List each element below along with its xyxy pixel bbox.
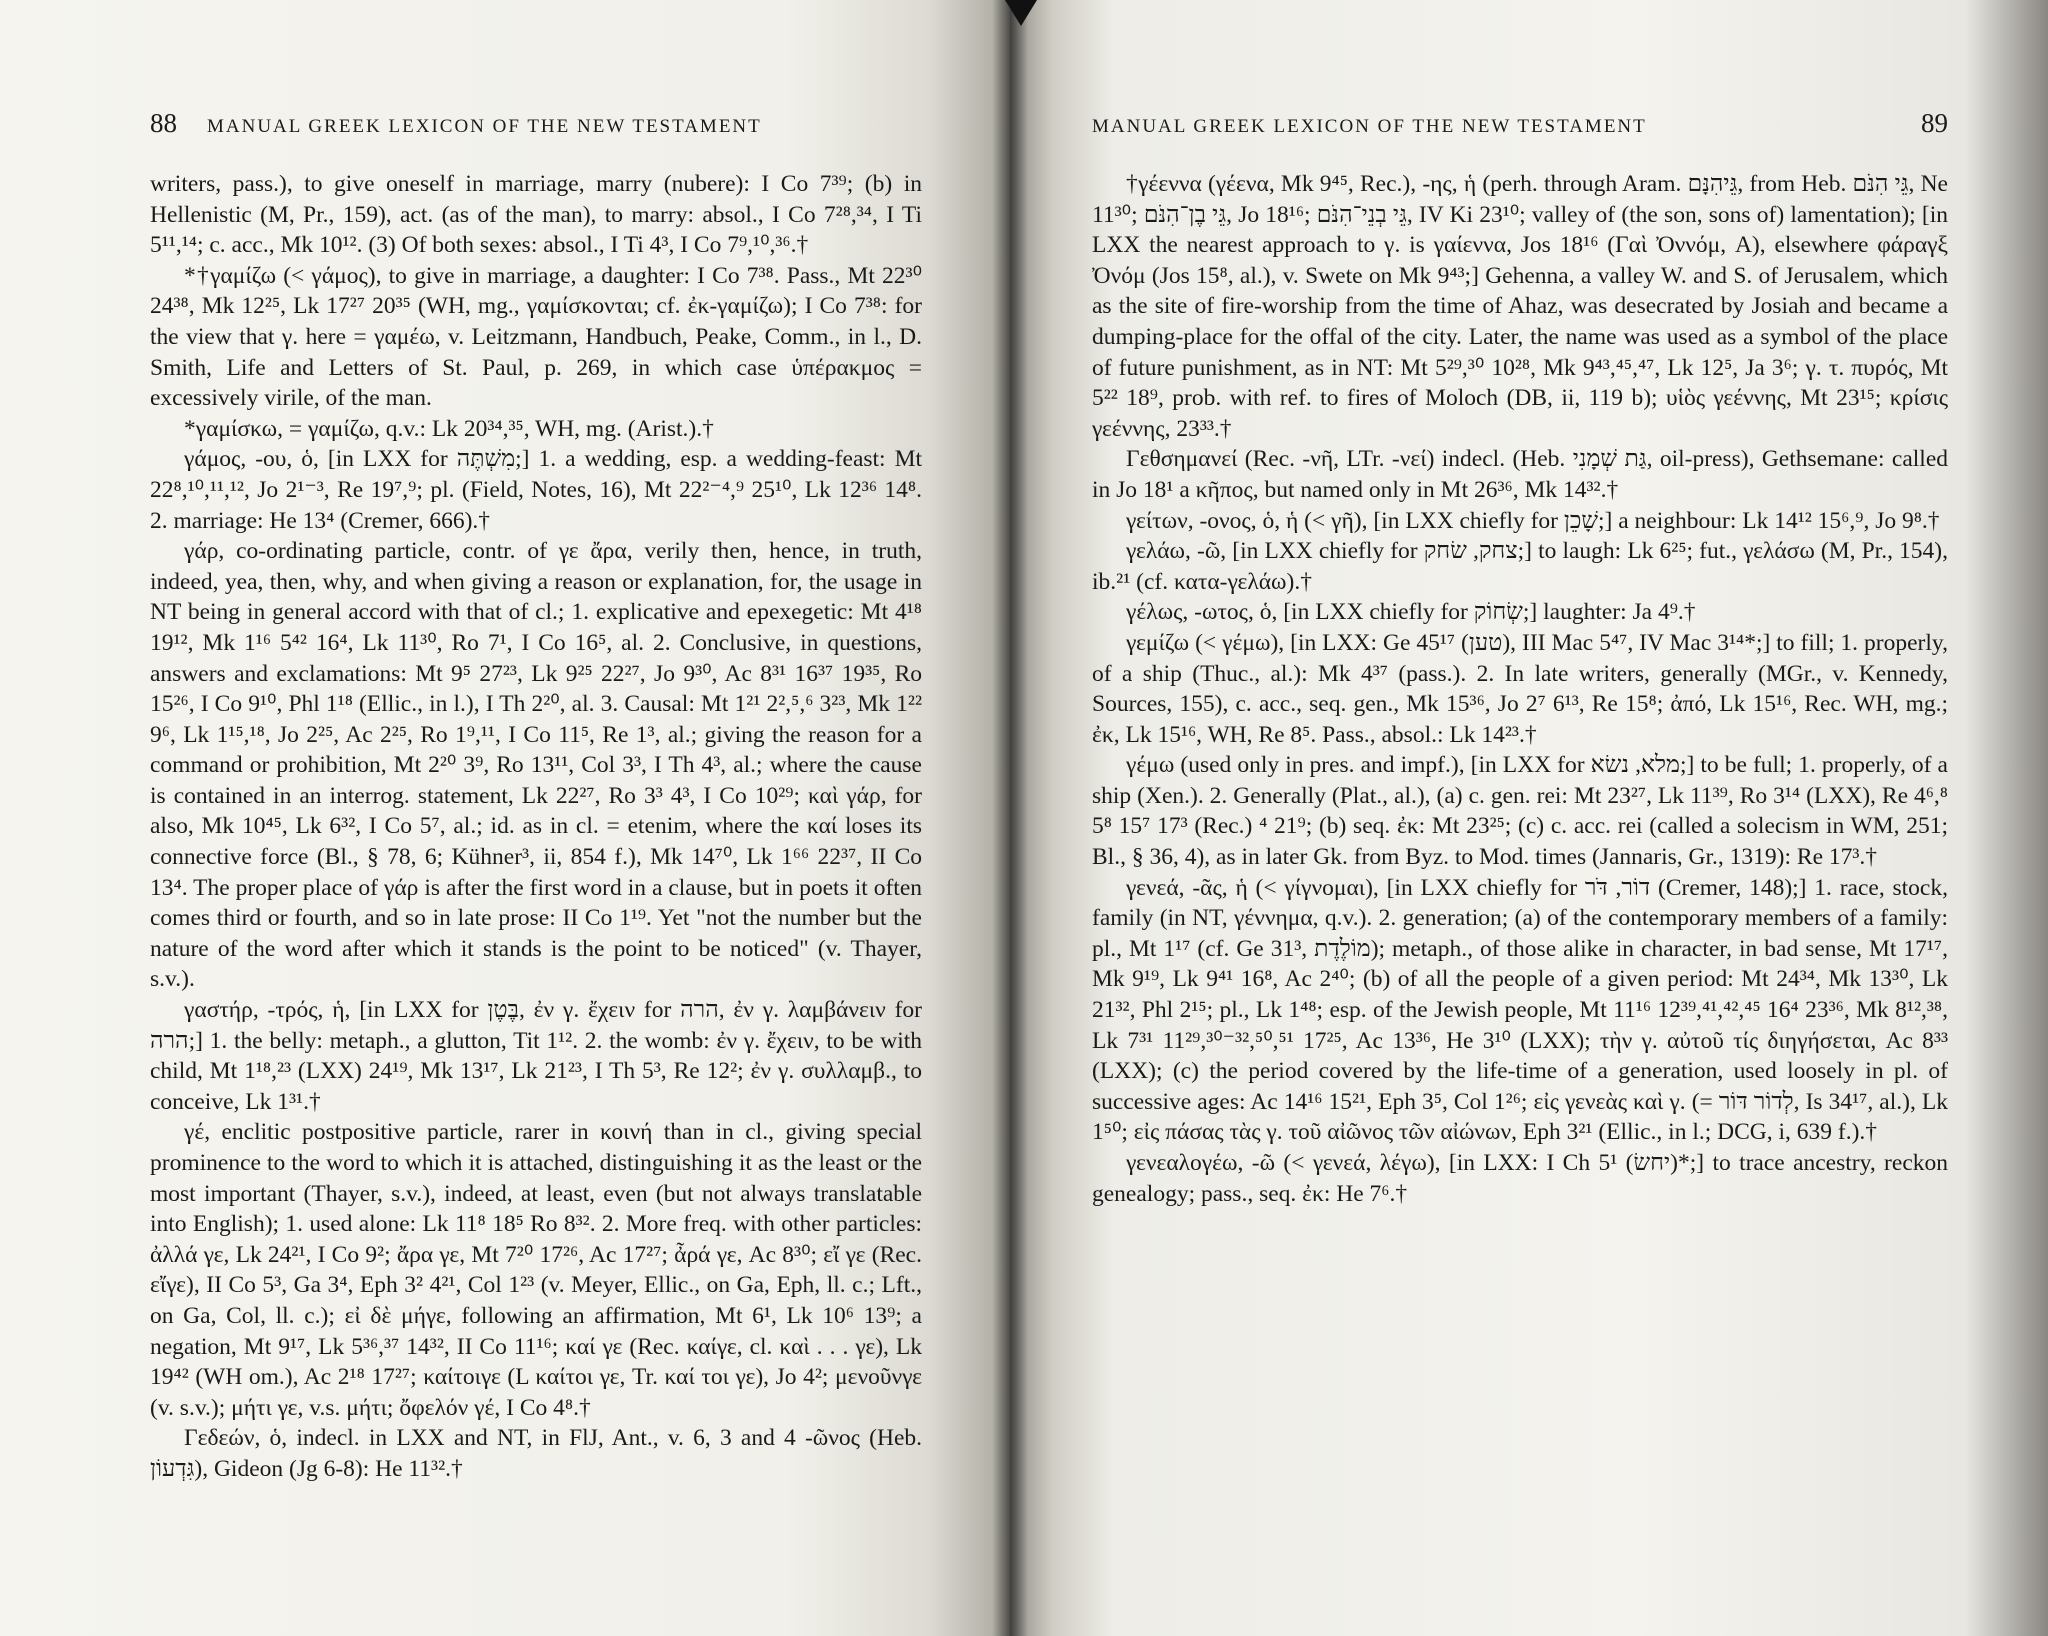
entry-continuation: writers, pass.), to give oneself in marriage, marry (nubere): I Co 7³⁹; (b) in Hellenistic (M, Pr., 159), act. (as of the man), to marry: absol., I Co 7²⁸,³⁴, I Ti 5¹¹,¹⁴; c. acc., Mk 10¹². (3) Of both sexes: absol., I Ti 4³, I Co 7⁹,¹⁰,³⁶.† (150, 171, 922, 259)
left-page-number: 88 (150, 108, 177, 138)
right-page (1010, 0, 2048, 1636)
entry-geenna: †γέεννα (γέενα, Mk 9⁴⁵, Rec.), -ης, ἡ (perh. through Aram. גֵּיהִנָּם, from Heb. גֵּי הִנֹּם, Ne 11³⁰; גֵּי בֶן־הִנֹּם, Jo 18¹⁶; גֵּי בְנֵי־הִנֹּם, IV Ki 23¹⁰; valley of (the son, sons of) lamentation); [in LXX the nearest approach to γ. is γαίεννα, Jos 18¹⁶ (Γαὶ Ὀννόμ, A), elsewhere φάραγξ Ὀνόμ (Jos 15⁸, al.), v. Swete on Mk 9⁴³;] Gehenna, a valley W. and S. of Jerusalem, which as the site of fire-worship from the time of Ahaz, was desecrated by Josiah and became a dumping-place for the offal of the city. Later, the name was used as a symbol of the place of future punishment, as in NT: Mt 5²⁹,³⁰ 10²⁸, Mk 9⁴³,⁴⁵,⁴⁷, Lk 12⁵, Ja 3⁶; γ. τ. πυρός, Mt 5²² 18⁹, prob. with ref. to fires of Moloch (DB, ii, 119 b); υἱὸς γεέννης, Mt 23¹⁵; κρίσις γεέννης, 23³³.† (1092, 171, 1948, 442)
right-page-number: 89 (1921, 108, 1948, 138)
entry-gemizo: γεμίζω (< γέμω), [in LXX: Ge 45¹⁷ (טען), III Mac 5⁴⁷, IV Mac 3¹⁴*;] to fill; 1. properly, of a ship (Thuc., al.): Mk 4³⁷ (pass.). 2. In late writers, generally (MGr., v. Kennedy, Sources, 155), c. acc., seq. gen., Mk 15³⁶, Jo 2⁷ 6¹³, Re 15⁸; ἀπό, Lk 15¹⁶, Rec. WH, mg.; ἐκ, Lk 15¹⁶, WH, Re 8⁵. Pass., absol.: Lk 14²³.† (1092, 629, 1948, 748)
right-running-title: MANUAL GREEK LEXICON OF THE NEW TESTAMENT (1092, 116, 1647, 137)
left-running-title: MANUAL GREEK LEXICON OF THE NEW TESTAMENT (207, 116, 762, 137)
entry-gamos: γάμος, -ου, ὁ, [in LXX for מִשְׁתֶּה;] 1. a wedding, esp. a wedding-feast: Mt 22⁸,¹⁰,¹¹,¹², Jo 2¹⁻³, Re 19⁷,⁹; pl. (Field, Notes, 16), Mt 22²⁻⁴,⁹ 25¹⁰, Lk 12³⁶ 14⁸. 2. marriage: He 13⁴ (Cremer, 666).† (150, 446, 923, 534)
entry-gar: γάρ, co-ordinating particle, contr. of γε ἄρα, verily then, hence, in truth, indeed, yea, then, why, and when giving a reason or explanation, for, the usage in NT being in general accord with that of cl.; 1. explicative and epexegetic: Mt 4¹⁸ 19¹², Mk 1¹⁶ 5⁴² 16⁴, Lk 11³⁰, Ro 7¹, I Co 16⁵, al. 2. Conclusive, in questions, answers and exclamations: Mt 9⁵ 27²³, Lk 9²⁵ 22²⁷, Jo 9³⁰, Ac 8³¹ 16³⁷ 19³⁵, Ro 15²⁶, I Co 9¹⁰, Phl 1¹⁸ (Ellic., in l.), I Th 2²⁰, al. 3. Causal: Mt 1²¹ 2²,⁵,⁶ 3²³, Mk 1²² 9⁶, Lk 1¹⁵,¹⁸, Jo 2²⁵, Ac 2²⁵, Ro 1⁹,¹¹, I Co 11⁵, Re 1³, al.; giving the reason for a command or prohibition, Mt 2²⁰ 3⁹, Ro 13¹¹, Col 3³, I Th 4³, al.; where the cause is contained in an interrog. statement, Lk 22²⁷, Ro 3³ 4³, I Co 10²⁹; καὶ γάρ, for also, Mk 10⁴⁵, Lk 6³², I Co 5⁷, al.; id. as in cl. = etenim, where the καί loses its connective force (Bl., § 78, 6; Kühner³, ii, 854 f.), Mk 14⁷⁰, Lk 1⁶⁶ 22³⁷, II Co 13⁴. The proper place of γάρ is after the first word in a clause, but in poets it often comes third or fourth, and so in late prose: II Co 1¹⁹. Yet "not the number but the nature of the word after which it stands is the point to be noticed" (v. Thayer, s.v.). (150, 538, 922, 993)
left-running-head (150, 108, 922, 139)
right-running-head (1092, 108, 1948, 139)
left-page (0, 0, 1010, 1636)
left-page-text (150, 169, 922, 1485)
entry-geiton: γείτων, -ονος, ὁ, ἡ (< γῆ), [in LXX chiefly for שָׁכֵן;] a neighbour: Lk 14¹² 15⁶,⁹, Jo 9⁸.† (1126, 507, 1940, 534)
right-page-text (1092, 169, 1948, 1209)
entry-ge: γέ, enclitic postpositive particle, rarer in κοινή than in cl., giving special prominence to the word to which it is attached, distinguishing it as the least or the most important (Thayer, s.v.), indeed, at least, even (but not always translatable into English); 1. used alone: Lk 11⁸ 18⁵ Ro 8³². 2. More freq. with other particles: ἀλλά γε, Lk 24²¹, I Co 9²; ἄρα γε, Mt 7²⁰ 17²⁶, Ac 17²⁷; ἆρά γε, Ac 8³⁰; εἴ γε (Rec. εἴγε), II Co 5³, Ga 3⁴, Eph 3² 4²¹, Col 1²³ (v. Meyer, Ellic., on Ga, Eph, ll. c.; Lft., on Ga, Col, ll. c.); εἰ δὲ μήγε, following an affirmation, Mt 6¹, Lk 10⁶ 13⁹; a negation, Mt 9¹⁷, Lk 5³⁶,³⁷ 14³², II Co 11¹⁶; καί γε (Rec. καίγε, cl. καὶ . . . γε), Lk 19⁴² (WH om.), Ac 2¹⁸ 17²⁷; καίτοιγε (L καίτοι γε, Tr. καί τοι γε), Jo 4²; μενοῦνγε (v. s.v.); μήτι γε, v.s. μήτι; ὄφελόν γέ, I Co 4⁸.† (150, 1119, 922, 1421)
entry-genea: γενεά, -ᾶς, ἡ (< γίγνομαι), [in LXX chiefly for דוֹר, דֹּר (Cremer, 148);] 1. race, stock, family (in NT, γέννημα, q.v.). 2. generation; (a) of the contemporary members of a family: pl., Mt 1¹⁷ (cf. Ge 31³, מוֹלֶדֶת); metaph., of those alike in character, in bad sense, Mt 17¹⁷, Mk 9¹⁹, Lk 9⁴¹ 16⁸, Ac 2⁴⁰; (b) of all the people of a given period: Mt 24³⁴, Mk 13³⁰, Lk 21³², Phl 2¹⁵; pl., Lk 1⁴⁸; esp. of the Jewish people, Mt 11¹⁶ 12³⁹,⁴¹,⁴²,⁴⁵ 16⁴ 23³⁶, Mk 8¹²,³⁸, Lk 7³¹ 11²⁹,³⁰⁻³²,⁵⁰,⁵¹ 17²⁵, Ac 13³⁶, He 3¹⁰ (LXX); τὴν γ. αὐτοῦ τίς διηγήσεται, Ac 8³³ (LXX); (c) the period covered by the life-time of a generation, used loosely in pl. of successive ages: Ac 14¹⁶ 15²¹, Eph 3⁵, Col 1²⁶; εἰς γενεὰς καὶ γ. (= לְדוֹר דּוֹר, Is 34¹⁷, al.), Lk 1⁵⁰; εἰς πάσας τὰς γ. τοῦ αἰῶνος τῶν αἰώνων, Eph 3²¹ (Ellic., in l.; DCG, i, 639 f.).† (1092, 874, 1948, 1146)
entry-genealogeo: γενεαλογέω, -ῶ (< γενεά, λέγω), [in LXX: I Ch 5¹ (יחשׂ)*;] to trace ancestry, reckon genealogy; pass., seq. ἐκ: He 7⁶.† (1092, 1150, 1948, 1207)
entry-gamisko: *γαμίσκω, = γαμίζω, q.v.: Lk 20³⁴,³⁵, WH, mg. (Arist.).† (184, 415, 714, 442)
entry-gemo: γέμω (used only in pres. and impf.), [in LXX for מלא, נשׂא;] to be full; 1. properly, of a ship (Xen.). 2. Generally (Plat., al.), (a) c. gen. rei: Mt 23²⁷, Lk 11³⁹, Ro 3¹⁴ (LXX), Re 4⁶,⁸ 5⁸ 15⁷ 17³ (Rec.) ⁴ 21⁹; (b) seq. ἐκ: Mt 23²⁵; (c) c. acc. rei (called a solecism in WM, 251; Bl., § 36, 4), as in later Gk. from Byz. to Mod. times (Jannaris, Gr., 1319): Re 17³.† (1092, 752, 1948, 871)
entry-gamizo: *†γαμίζω (< γάμος), to give in marriage, a daughter: I Co 7³⁸. Pass., Mt 22³⁰ 24³⁸, Mk 12²⁵, Lk 17²⁷ 20³⁵ (WH, mg., γαμίσκονται; cf. ἐκ-γαμίζω); I Co 7³⁸: for the view that γ. here = γαμέω, v. Leitzmann, Handbuch, Peake, Comm., in l., D. Smith, Life and Letters of St. Paul, p. 269, in which case ὑπέρακμος = excessively virile, of the man. (150, 262, 922, 412)
entry-gaster: γαστήρ, -τρός, ἡ, [in LXX for בֶּטֶן, ἐν γ. ἔχειν for הרה, ἐν γ. λαμβάνειν for הרה;] 1. the belly: metaph., a glutton, Tit 1¹². 2. the womb: ἐν γ. ἔχειν, to be with child, Mt 1¹⁸,²³ (LXX) 24¹⁹, Mk 13¹⁷, Lk 21²³, I Th 5³, Re 12²; ἐν γ. συλλαμβ., to conceive, Lk 1³¹.† (150, 997, 922, 1115)
entry-gelos: γέλως, -ωτος, ὁ, [in LXX chiefly for שְׂחוֹק;] laughter: Ja 4⁹.† (1126, 599, 1696, 626)
binding-notch (1005, 0, 1037, 26)
book-gutter-shadow (992, 0, 1028, 1636)
entry-gedeon: Γεδεών, ὁ, indecl. in LXX and NT, in FlJ, Ant., v. 6, 3 and 4 -ῶνος (Heb. גִּדְעוֹן), Gideon (Jg 6-8): He 11³².† (150, 1425, 922, 1482)
entry-gelao: γελάω, -ῶ, [in LXX chiefly for צחק, שׂחק;] to laugh: Lk 6²⁵; fut., γελάσω (M, Pr., 154), ib.²¹ (cf. κατα-γελάω).† (1092, 538, 1948, 595)
entry-gethsemanei: Γεθσημανεί (Rec. -νῆ, LTr. -νεί) indecl. (Heb. גַּת שְׁמָנִי, oil-press), Gethsemane: called in Jo 18¹ a κῆπος, but named only in Mt 26³⁶, Mk 14³².† (1092, 446, 1949, 503)
